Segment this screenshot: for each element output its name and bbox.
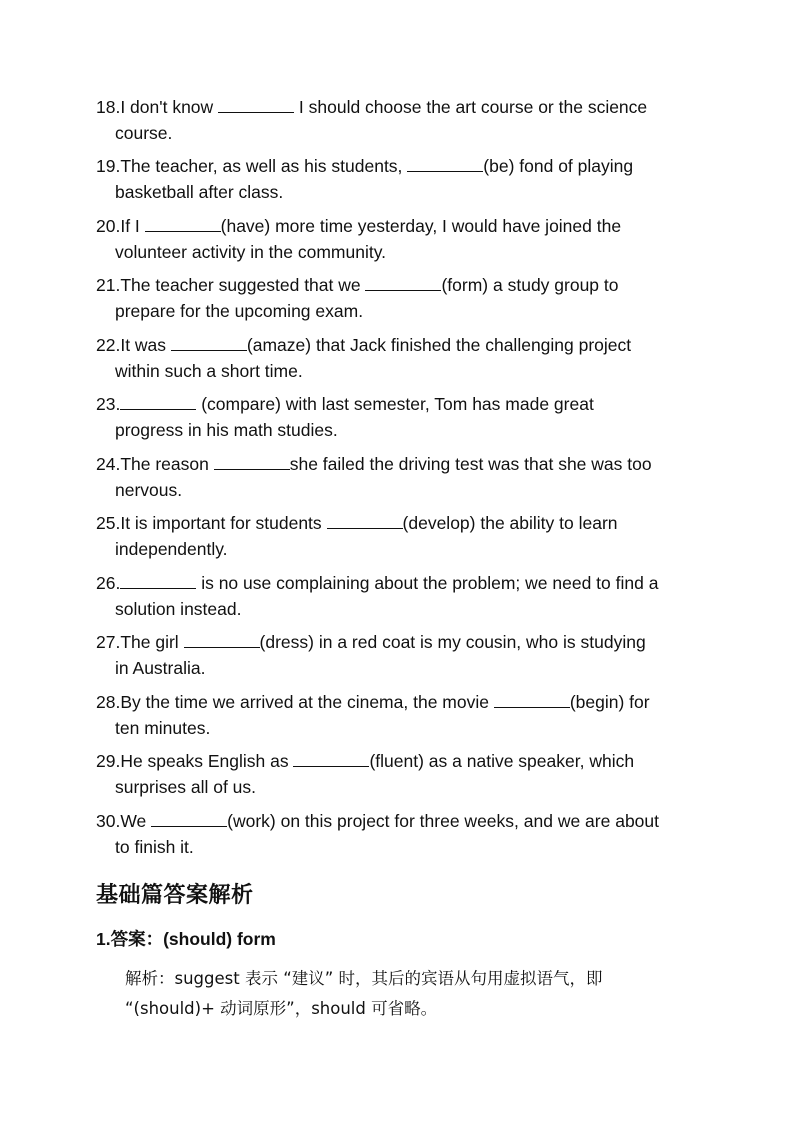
answer-blank[interactable]	[494, 691, 570, 708]
answer-1	[96, 926, 276, 951]
answer-blank[interactable]	[327, 512, 403, 529]
answer-blank[interactable]	[184, 631, 260, 648]
question-19: 19.The teacher, as well as his students, (be) fond of playing basketball after class.	[96, 156, 634, 202]
explanation	[125, 964, 685, 1024]
question-29: 29.He speaks English as (fluent) as a native speaker, which surprises all of us.	[96, 751, 635, 797]
question-22: 22.It was (amaze) that Jack finished the challenging project within such a short time.	[96, 335, 632, 381]
answer-blank[interactable]	[365, 274, 441, 291]
explanation-line-1: 解析：suggest 表示 “建议” 时，其后的宾语从句用虚拟语气，即	[125, 969, 603, 988]
answer-blank[interactable]	[171, 334, 247, 351]
question-28: 28.By the time we arrived at the cinema, the movie (begin) for ten minutes.	[96, 692, 650, 738]
answer-blank[interactable]	[151, 810, 227, 827]
question-24: 24.The reason she failed the driving test was that she was too nervous.	[96, 454, 652, 500]
answer-blank[interactable]	[218, 96, 294, 113]
answer-blank[interactable]	[120, 572, 196, 589]
explanation-line-2: “(should)+ 动词原形”，should 可省略。	[125, 999, 438, 1018]
answer-blank[interactable]	[214, 453, 290, 470]
answer-value: (should) form	[163, 929, 276, 949]
question-21: 21.The teacher suggested that we (form) a study group to prepare for the upcoming exam.	[96, 275, 619, 321]
answer-blank[interactable]	[120, 393, 196, 410]
question-26: 26. is no use complaining about the problem; we need to find a solution instead.	[96, 573, 659, 619]
question-23: 23. (compare) with last semester, Tom has made great progress in his math studies.	[96, 394, 594, 440]
answer-blank[interactable]	[293, 750, 369, 767]
answer-blank[interactable]	[145, 215, 221, 232]
question-25: 25.It is important for students (develop) the ability to learn independently.	[96, 513, 618, 559]
answer-blank[interactable]	[407, 155, 483, 172]
question-18: 18.I don't know I should choose the art course or the science course.	[96, 97, 648, 143]
question-20: 20.If I (have) more time yesterday, I would have joined the volunteer activity in the community.	[96, 216, 622, 262]
answer-label: 1.答案：	[96, 929, 164, 949]
section-title: 基础篇答案解析	[96, 883, 254, 908]
question-27: 27.The girl (dress) in a red coat is my cousin, who is studying in Australia.	[96, 632, 646, 678]
question-30: 30.We (work) on this project for three weeks, and we are about to finish it.	[96, 811, 660, 857]
